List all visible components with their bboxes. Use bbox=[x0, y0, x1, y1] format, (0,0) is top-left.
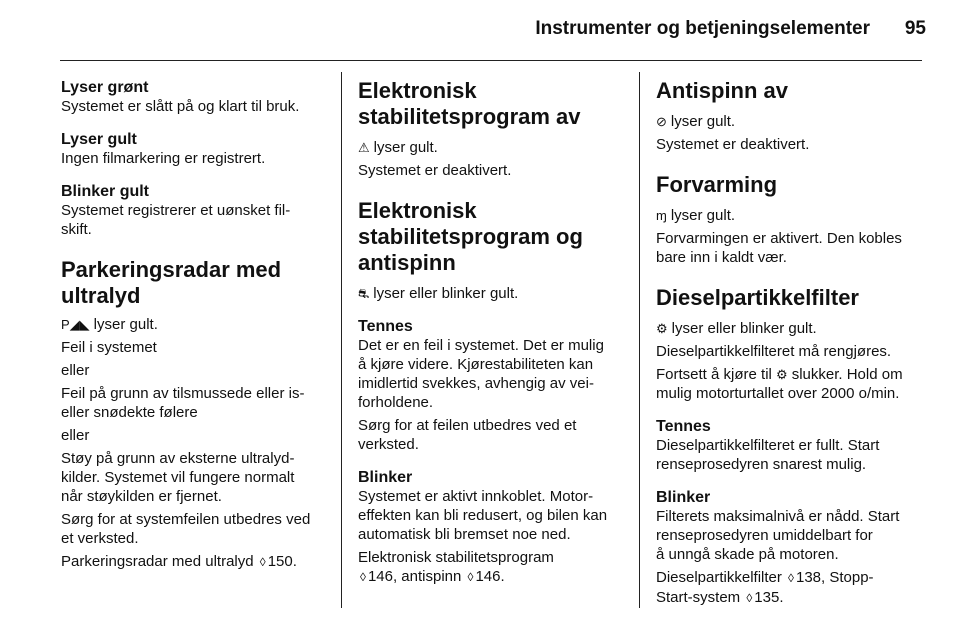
paragraph-line: imidlertid svekkes, avhengig av vei- bbox=[358, 375, 594, 392]
page-reference-icon: ◊ bbox=[788, 571, 794, 585]
paragraph-line: bare inn i kaldt vær. bbox=[656, 249, 787, 266]
status-text: lyser eller blinker gult. bbox=[373, 285, 519, 302]
paragraph-line: Elektronisk stabilitetsprogram bbox=[358, 549, 554, 566]
page-reference-icon: ◊ bbox=[467, 570, 474, 584]
section-heading-line: ultralyd bbox=[61, 283, 141, 308]
status-line bbox=[61, 315, 331, 334]
section-heading: Antispinn av bbox=[656, 78, 789, 103]
paragraph: eller bbox=[61, 362, 90, 379]
status-line bbox=[656, 319, 926, 338]
paragraph: Systemet er deaktivert. bbox=[656, 136, 810, 153]
traction-off-icon: ⊘ bbox=[656, 114, 667, 129]
subheading-lit: Tennes bbox=[358, 318, 413, 335]
status-line bbox=[656, 206, 926, 225]
subheading-yellow: Lyser gult bbox=[61, 131, 137, 148]
section-heading-line: Elektronisk bbox=[358, 78, 477, 103]
status-line bbox=[656, 112, 926, 131]
paragraph-line: forholdene. bbox=[358, 394, 434, 411]
reference-text: Start-system bbox=[656, 589, 741, 606]
particle-filter-icon: ⚙ bbox=[656, 321, 668, 336]
cross-reference bbox=[656, 588, 926, 608]
header-rule bbox=[60, 60, 922, 61]
reference-text: Dieselpartikkelfilter bbox=[656, 569, 782, 586]
cross-reference bbox=[656, 568, 926, 588]
paragraph-line bbox=[656, 365, 926, 384]
status-text: lyser gult. bbox=[670, 113, 736, 130]
paragraph: eller bbox=[61, 427, 90, 444]
section-heading: Dieselpartikkelfilter bbox=[656, 285, 859, 310]
paragraph-line: skift. bbox=[61, 221, 92, 238]
reference-page[interactable]: 138, Stopp- bbox=[795, 569, 874, 586]
paragraph-line: kilder. Systemet vil fungere normalt bbox=[61, 469, 295, 486]
paragraph-line: Forvarmingen er aktivert. Den kobles bbox=[656, 230, 902, 247]
paragraph-line: automatisk bli bremset noe ned. bbox=[358, 526, 571, 543]
status-line bbox=[358, 284, 630, 303]
page-header bbox=[0, 0, 960, 60]
paragraph: Systemet er deaktivert. bbox=[358, 162, 512, 179]
status-text: lyser gult. bbox=[373, 139, 438, 156]
page-number: 95 bbox=[904, 18, 926, 39]
column-right bbox=[656, 70, 926, 608]
page-reference-icon: ◊ bbox=[360, 570, 366, 584]
subheading-blink: Blinker bbox=[656, 489, 711, 506]
paragraph-line: mulig motorturtallet over 2000 o/min. bbox=[656, 385, 900, 402]
reference-page[interactable]: 146. bbox=[475, 568, 505, 585]
reference-page[interactable]: 135. bbox=[754, 589, 784, 606]
paragraph-line: effekten kan bli redusert, og bilen kan bbox=[358, 507, 608, 524]
status-text: lyser eller blinker gult. bbox=[671, 320, 817, 337]
paragraph-line: Systemet er aktivt innkoblet. Motor- bbox=[358, 488, 594, 505]
text-run: Fortsett å kjøre til bbox=[656, 366, 772, 383]
column-divider bbox=[639, 72, 640, 608]
particle-filter-icon: ⚙ bbox=[776, 367, 788, 382]
paragraph-line: Feil på grunn av tilsmussede eller is- bbox=[61, 385, 305, 402]
paragraph-line: Det er en feil i systemet. Det er mulig bbox=[358, 337, 604, 354]
reference-page[interactable]: 146, antispinn bbox=[367, 568, 462, 585]
subheading-blink: Blinker gult bbox=[61, 183, 150, 200]
paragraph-line: Sørg for at feilen utbedres ved et bbox=[358, 417, 577, 434]
paragraph-line: når støykilden er fjernet. bbox=[61, 488, 222, 505]
glow-plug-icon: ɱ bbox=[656, 208, 667, 223]
paragraph: Ingen filmarkering er registrert. bbox=[61, 150, 266, 167]
paragraph-line: renseprosedyren umiddelbart for bbox=[656, 527, 873, 544]
cross-reference bbox=[61, 552, 331, 572]
column-divider bbox=[341, 72, 342, 608]
section-heading-line: Parkeringsradar med bbox=[61, 257, 282, 282]
section-heading-line: Elektronisk bbox=[358, 198, 477, 223]
paragraph-line: Systemet registrerer et uønsket fil- bbox=[61, 202, 291, 219]
paragraph-line: Filterets maksimalnivå er nådd. Start bbox=[656, 508, 900, 525]
paragraph-line: Støy på grunn av eksterne ultralyd- bbox=[61, 450, 295, 467]
reference-text: Parkeringsradar med ultralyd bbox=[61, 553, 254, 570]
paragraph-line: å unngå skade på motoren. bbox=[656, 546, 839, 563]
parking-sensor-icon: P◢◣ bbox=[61, 317, 90, 332]
paragraph-line: et verksted. bbox=[61, 530, 139, 547]
section-heading: Forvarming bbox=[656, 172, 778, 197]
reference-page[interactable]: 150. bbox=[267, 553, 297, 570]
section-heading-line: stabilitetsprogram og bbox=[358, 224, 583, 249]
paragraph-line: renseprosedyren snarest mulig. bbox=[656, 456, 867, 473]
paragraph: Dieselpartikkelfilteret må rengjøres. bbox=[656, 343, 892, 360]
paragraph-line: Sørg for at systemfeilen utbedres ved bbox=[61, 511, 311, 528]
paragraph-line: å kjøre videre. Kjørestabiliteten kan bbox=[358, 356, 594, 373]
running-title: Instrumenter og betjeningselementer bbox=[535, 18, 870, 39]
section-heading-line: stabilitetsprogram av bbox=[358, 104, 581, 129]
paragraph: Feil i systemet bbox=[61, 339, 157, 356]
status-line bbox=[358, 138, 630, 157]
text-run: slukker. Hold om bbox=[791, 366, 903, 383]
section-heading-line: antispinn bbox=[358, 250, 456, 275]
paragraph-line: eller snødekte følere bbox=[61, 404, 198, 421]
page-reference-icon: ◊ bbox=[259, 555, 266, 569]
subheading-green: Lyser grønt bbox=[61, 79, 149, 96]
column-left bbox=[61, 70, 331, 572]
page-reference-icon: ◊ bbox=[746, 591, 753, 605]
esp-traction-icon: ⛐ bbox=[358, 286, 370, 301]
paragraph-line: Dieselpartikkelfilteret er fullt. Start bbox=[656, 437, 880, 454]
status-text: lyser gult. bbox=[670, 207, 736, 224]
subheading-blink: Blinker bbox=[358, 469, 413, 486]
subheading-lit: Tennes bbox=[656, 418, 711, 435]
cross-reference bbox=[358, 567, 630, 587]
column-middle bbox=[358, 70, 630, 587]
paragraph-line: verksted. bbox=[358, 436, 419, 453]
status-text: lyser gult. bbox=[93, 316, 158, 333]
paragraph: Systemet er slått på og klart til bruk. bbox=[61, 98, 300, 115]
esp-off-icon: ⚠ bbox=[358, 140, 370, 155]
